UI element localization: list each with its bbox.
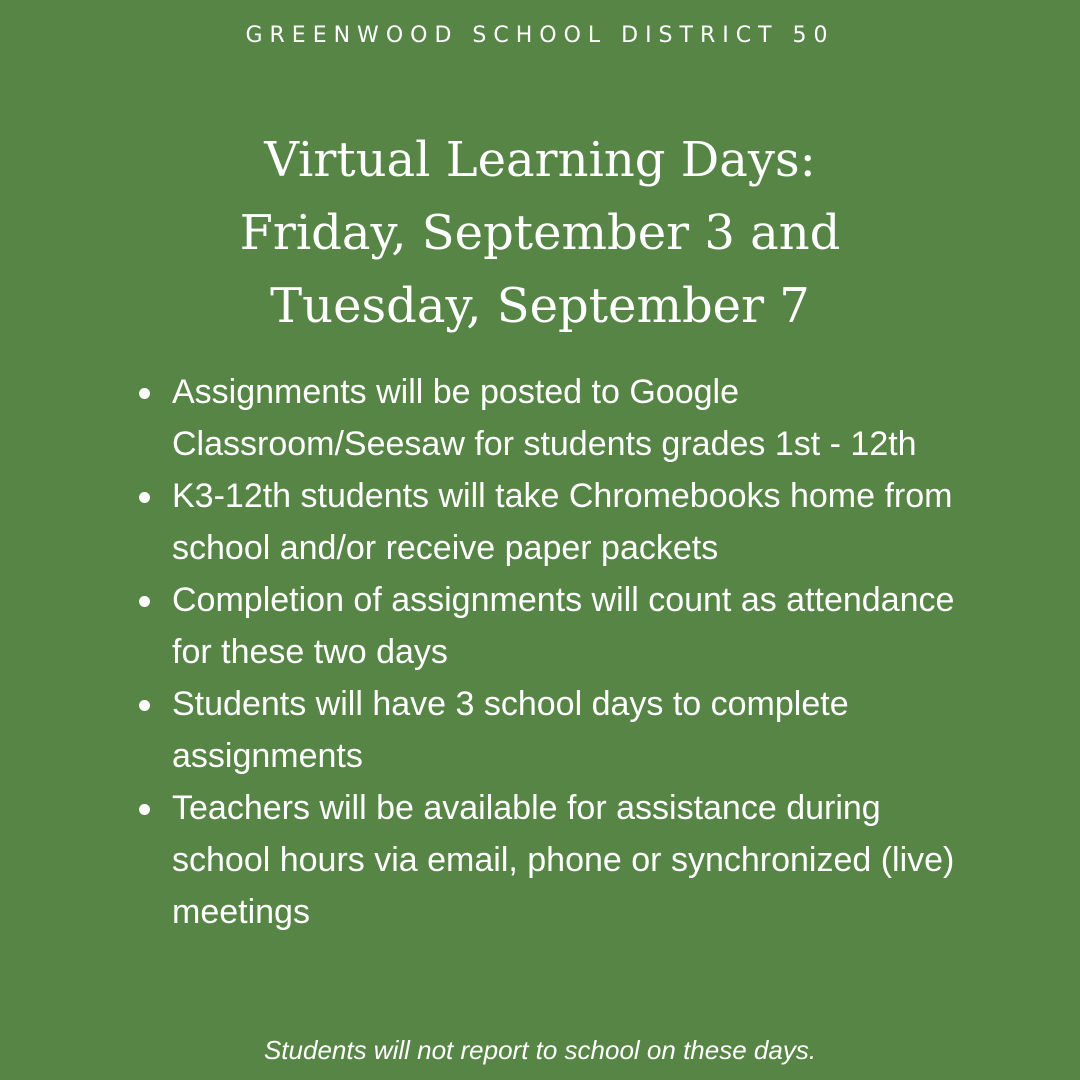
list-item-text: Students will have 3 school days to complete assignments <box>172 685 849 775</box>
list-item <box>135 782 975 938</box>
list-item-text: Completion of assignments will count as attendance for these two days <box>172 581 955 671</box>
bullet-dot-icon <box>139 596 150 607</box>
headline-line-2: Friday, September 3 and <box>239 205 841 261</box>
headline-line-1: Virtual Learning Days: <box>264 132 816 188</box>
bullet-dot-icon <box>139 388 150 399</box>
footer-note: Students will not report to school on these days. <box>263 1035 817 1065</box>
district-name: GREENWOOD SCHOOL DISTRICT 50 <box>245 23 835 48</box>
bullet-dot-icon <box>139 804 150 815</box>
list-item <box>135 366 975 470</box>
list-item-text: K3-12th students will take Chromebooks home from school and/or receive paper packets <box>172 477 953 567</box>
list-item <box>135 678 975 782</box>
list-item <box>135 574 975 678</box>
bullet-dot-icon <box>139 492 150 503</box>
list-item-text: Assignments will be posted to Google Classroom/Seesaw for students grades 1st - 12th <box>172 373 917 463</box>
headline <box>0 124 1080 343</box>
bullet-dot-icon <box>139 700 150 711</box>
info-bullet-list <box>135 366 975 938</box>
list-item <box>135 470 975 574</box>
list-item-text: Teachers will be available for assistance during school hours via email, phone or synchronized (live) meetings <box>172 789 955 931</box>
headline-line-3: Tuesday, September 7 <box>270 278 810 334</box>
